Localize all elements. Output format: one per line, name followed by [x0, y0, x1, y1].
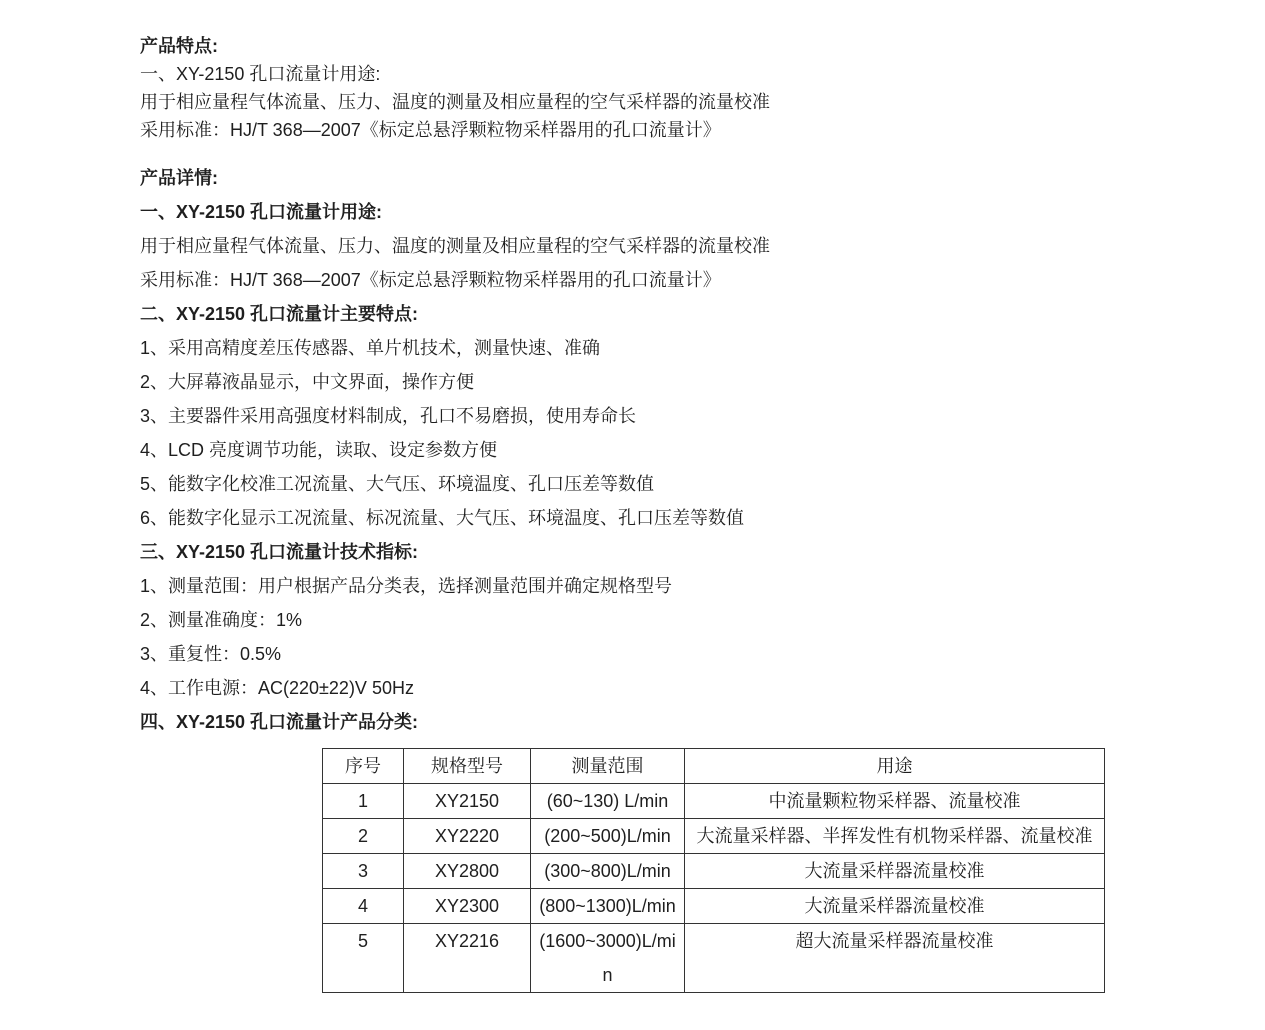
range-text: (300~800)L/min: [544, 861, 671, 881]
table-row: [323, 889, 1105, 924]
cell-model: XY2220: [404, 819, 531, 854]
cell-range: [531, 784, 685, 819]
range-text: (1600~3000)L/min: [539, 931, 676, 985]
table-row: [323, 784, 1105, 819]
features-title: 产品特点:: [140, 36, 218, 56]
features-line-standard: 采用标准：HJ/T 368—2007《标定总悬浮颗粒物采样器用的孔口流量计》: [140, 120, 721, 140]
features-line-usage: 一、XY-2150 孔口流量计用途:: [140, 64, 381, 84]
table-row: [323, 924, 1105, 993]
range-text: (200~500)L/min: [544, 826, 671, 846]
detail-heading-4: 四、XY-2150 孔口流量计产品分类:: [140, 712, 419, 732]
table-header-row: [323, 749, 1105, 784]
detail-paragraph: 4、工作电源：AC(220±22)V 50Hz: [140, 678, 414, 698]
detail-heading-2: 二、XY-2150 孔口流量计主要特点:: [140, 304, 419, 324]
detail-heading-3: 三、XY-2150 孔口流量计技术指标:: [140, 542, 419, 562]
features-line-application: 用于相应量程气体流量、压力、温度的测量及相应量程的空气采样器的流量校准: [140, 92, 770, 112]
detail-paragraph: 5、能数字化校准工况流量、大气压、环境温度、孔口压差等数值: [140, 474, 655, 494]
cell-range: [531, 889, 685, 924]
cell-purpose: 大流量采样器流量校准: [685, 889, 1105, 924]
cell-purpose: 超大流量采样器流量校准: [685, 924, 1105, 993]
cell-model: XY2150: [404, 784, 531, 819]
cell-range: [531, 819, 685, 854]
detail-paragraph: 4、LCD 亮度调节功能，读取、设定参数方便: [140, 440, 498, 460]
cell-model: XY2216: [404, 924, 531, 993]
detail-heading-1: 一、XY-2150 孔口流量计用途:: [140, 202, 383, 222]
cell-model: XY2300: [404, 889, 531, 924]
detail-paragraph: 1、采用高精度差压传感器、单片机技术，测量快速、准确: [140, 338, 601, 358]
cell-index: 4: [323, 889, 404, 924]
range-text: (60~130) L/min: [546, 791, 669, 811]
range-text: (800~1300)L/min: [539, 896, 676, 916]
table-header-purpose: 用途: [685, 749, 1105, 784]
cell-index: 1: [323, 784, 404, 819]
table-header-model: 规格型号: [404, 749, 531, 784]
cell-index: 2: [323, 819, 404, 854]
detail-paragraph: 采用标准：HJ/T 368—2007《标定总悬浮颗粒物采样器用的孔口流量计》: [140, 270, 721, 290]
detail-paragraph: 用于相应量程气体流量、压力、温度的测量及相应量程的空气采样器的流量校准: [140, 236, 770, 256]
details-title: 产品详情:: [140, 168, 218, 188]
detail-paragraph: 2、测量准确度：1%: [140, 610, 303, 630]
product-classification-table: [322, 748, 1105, 993]
cell-index: 3: [323, 854, 404, 889]
cell-model: XY2800: [404, 854, 531, 889]
detail-paragraph: 3、主要器件采用高强度材料制成，孔口不易磨损，使用寿命长: [140, 406, 637, 426]
detail-paragraph: 2、大屏幕液晶显示，中文界面，操作方便: [140, 372, 475, 392]
cell-range: [531, 854, 685, 889]
cell-purpose: 大流量采样器、半挥发性有机物采样器、流量校准: [685, 819, 1105, 854]
table-header-index: 序号: [323, 749, 404, 784]
table-row: [323, 854, 1105, 889]
detail-paragraph: 1、测量范围：用户根据产品分类表，选择测量范围并确定规格型号: [140, 576, 673, 596]
cell-index: 5: [323, 924, 404, 993]
cell-range: [531, 924, 685, 993]
detail-paragraph: 3、重复性：0.5%: [140, 644, 282, 664]
detail-paragraph: 6、能数字化显示工况流量、标况流量、大气压、环境温度、孔口压差等数值: [140, 508, 745, 528]
table-row: [323, 819, 1105, 854]
cell-purpose: 中流量颗粒物采样器、流量校准: [685, 784, 1105, 819]
cell-purpose: 大流量采样器流量校准: [685, 854, 1105, 889]
table-header-range: 测量范围: [531, 749, 685, 784]
